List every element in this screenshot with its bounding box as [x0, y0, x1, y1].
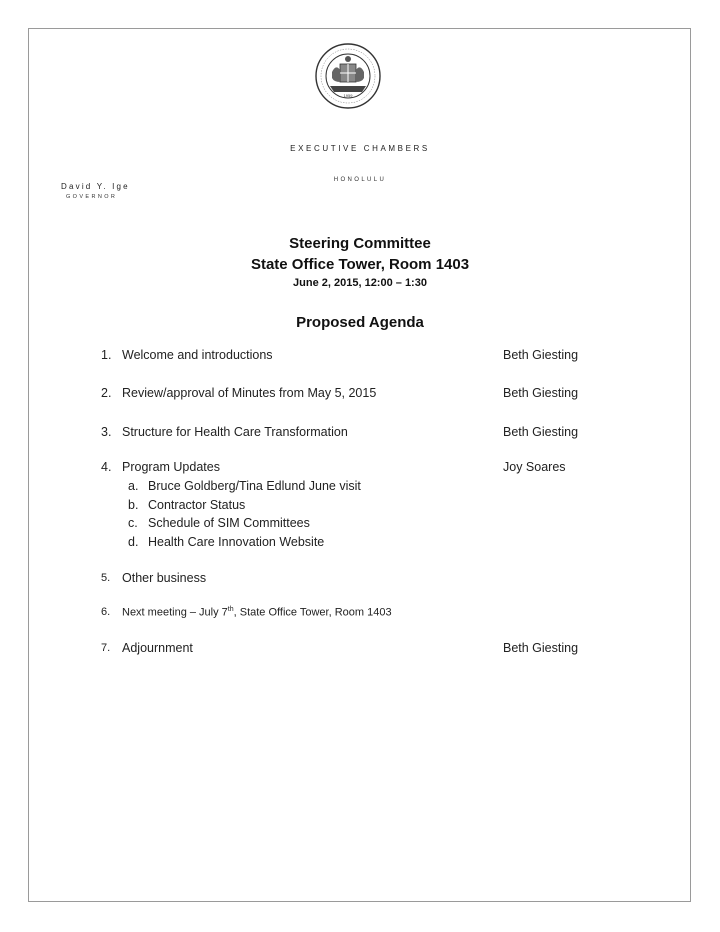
agenda-item-text: Welcome and introductions: [122, 348, 273, 362]
agenda-item-text: Structure for Health Care Transformation: [122, 425, 348, 439]
subitem-text: Health Care Innovation Website: [148, 535, 325, 549]
agenda-item-number: 3.: [101, 425, 112, 439]
subitem-text: Contractor Status: [148, 498, 246, 512]
next-meeting-location: , State Office Tower, Room 1403: [233, 606, 392, 619]
agenda-item-text: Review/approval of Minutes from May 5, 2015: [122, 386, 377, 400]
agenda-item-presenter: Beth Giesting: [503, 641, 579, 655]
agenda-item-presenter: Beth Giesting: [503, 425, 579, 439]
ordinal-suffix: th: [227, 606, 234, 613]
agenda-item-presenter: Joy Soares: [503, 460, 566, 474]
meeting-location: State Office Tower, Room 1403: [250, 256, 470, 273]
executive-chambers-heading: EXECUTIVE CHAMBERS: [290, 144, 430, 153]
agenda-item-text: [122, 606, 392, 619]
city-label: HONOLULU: [333, 177, 387, 183]
subitem-letter: d.: [128, 535, 139, 549]
governor-name: David Y. Ige: [61, 182, 130, 191]
agenda-item-text: Program Updates: [122, 460, 220, 474]
agenda-item-presenter: Beth Giesting: [503, 386, 579, 400]
state-seal-logo: [314, 42, 382, 110]
agenda-item-number: 2.: [101, 386, 112, 400]
agenda-item-presenter: Beth Giesting: [503, 348, 579, 362]
svg-text:1959: 1959: [343, 93, 353, 98]
subitem-letter: c.: [128, 516, 138, 530]
agenda-heading: Proposed Agenda: [296, 314, 424, 331]
governor-title: GOVERNOR: [66, 194, 118, 200]
agenda-item-text: Adjournment: [122, 641, 193, 655]
agenda-item-number: 4.: [101, 460, 112, 474]
subitem-text: Bruce Goldberg/Tina Edlund June visit: [148, 479, 361, 493]
subitem-letter: a.: [128, 479, 139, 493]
agenda-item-number: 5.: [101, 572, 111, 584]
next-meeting-date: Next meeting – July 7: [122, 606, 228, 619]
agenda-item-number: 7.: [101, 642, 111, 654]
agenda-item-number: 6.: [101, 606, 111, 618]
agenda-item-text: Other business: [122, 571, 207, 585]
subitem-text: Schedule of SIM Committees: [148, 516, 310, 530]
agenda-item-number: 1.: [101, 348, 112, 362]
meeting-title: Steering Committee: [289, 235, 431, 252]
meeting-datetime: June 2, 2015, 12:00 – 1:30: [293, 277, 427, 289]
subitem-letter: b.: [128, 498, 139, 512]
